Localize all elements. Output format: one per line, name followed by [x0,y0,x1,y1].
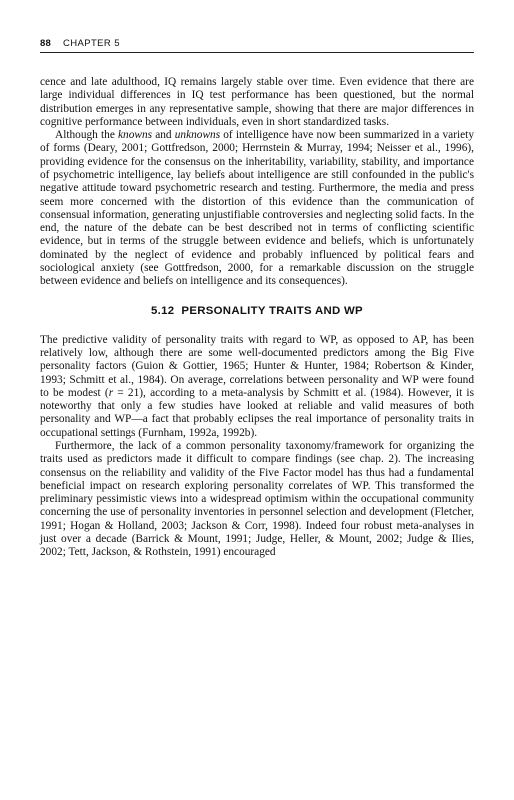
page-number: 88 [40,38,51,49]
paragraph-3 [40,334,474,440]
paragraph-4: Furthermore, the lack of a common personality taxonomy/framework for organizing the traits used as predictors made it difficult to compare findings (see chap. 2). The increasing consensus on the reliability and validity of the Five Factor model has thus had a fundamental beneficial impact on research exploring personality correlates of WP. This transformed the preliminary pessimistic views into a widespread optimism within the occupational community concerning the use of personality inventories in personnel selection and development (Fletcher, 1991; Hogan & Holland, 2003; Jackson & Corr, 1998). Indeed four robust meta-analyses in just over a decade (Barrick & Mount, 1991; Judge, Heller, & Mount, 2002; Judge & Ilies, 2002; Tett, Jackson, & Rothstein, 1991) encouraged [40,440,474,559]
paragraph-2-text-a: Although the [55,129,119,142]
paragraph-2-text-c: of intelligence have now been summarized in a variety of forms (Deary, 2001; Gottfredson, 2000; Herrnstein & Murray, 1994; Neisser et al., 1996), providing evidence for the consensus on the inheritability, variability, stability, and importance of psychometric intelligence, lay beliefs about intelligence are still confounded in the public's negative attitude toward psychometric research and testing. Furthermore, the media and press seem more concerned with the distortion of this evidence than the communication of consensual information, generating unjustifiable controversies and neglecting solid facts. In the end, the nature of the debate can be best described not in terms of conflicting scientific evidence, but in terms of the struggle between evidence and beliefs, which is unfortunately dominated by the neglect of evidence and probably influenced by political fears and sociological anxiety (see Gottfredson, 2000, for a remarkable discussion on the struggle between evidence and beliefs on intelligence and its consequences). [40,129,474,288]
section-number: 5.12 [151,304,175,317]
paragraph-2-text-b: and [152,129,175,142]
running-head [40,38,474,53]
book-page [40,38,474,560]
paragraph-3-text-a: The predictive validity of personality traits with regard to WP, as opposed to AP, has been relatively low, although there are some well-documented predictors among the Big Five personality factors (Guion & Gottier, 1965; Hunter & Hunter, 1984; Robertson & Kinder, 1993; Schmitt et al., 1984). On average, correlations between personality and WP were found to be modest ( [40,333,474,399]
paragraph-1: cence and late adulthood, IQ remains largely stable over time. Even evidence that there are large individual differences in IQ test performance has been questioned, but the normal distribution emerges in any representative sample, showing that there are major differences in cognitive performance between individuals, even in short standardized tasks. [40,76,474,128]
italic-r: r [108,386,114,399]
italic-unknowns: unknowns [174,129,221,142]
section-heading [40,305,474,318]
chapter-label: CHAPTER 5 [62,38,120,49]
paragraph-3-text-b: = 21), according to a meta-analysis by Schmitt et al. (1984). However, it is noteworthy that only a few studies have looked at reliable and valid measures of both personality and WP—a fact that probably eclipses the real importance of personality traits in occupational settings (Furnham, 1992a, 1992b). [40,386,474,439]
section-title: PERSONALITY TRAITS AND WP [181,304,363,317]
body-text [40,76,474,560]
paragraph-2 [40,129,474,288]
italic-knowns: knowns [118,129,153,142]
